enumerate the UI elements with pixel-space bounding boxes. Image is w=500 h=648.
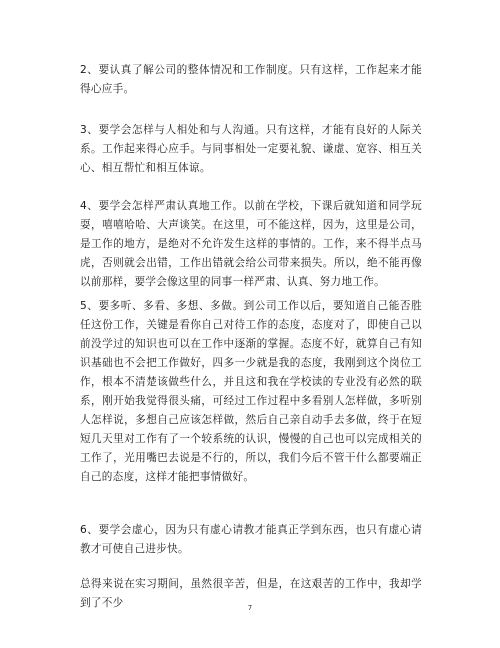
paragraph-summary: 总得来说在实习期间，虽然很辛苦，但是，在这艰苦的工作中，我却学到了不少 bbox=[80, 578, 422, 609]
page-number: 7 bbox=[247, 604, 253, 612]
paragraph-2-understand-company: 2、要认真了解公司的整体情况和工作制度。只有这样，工作起来才能得心应手。 bbox=[80, 64, 422, 95]
paragraph-3-relationships: 3、要学会怎样与人相处和与人沟通。只有这样，才能有良好的人际关系。工作起来得心应手。与同事相处一定要礼貌、谦虚、宽容、相互关心、相互帮忙和相互体谅。 bbox=[80, 124, 422, 174]
paragraph-5-listen-look-think-do: 5、要多听、多看、多想、多做。到公司工作以后，要知道自己能否胜任这份工作，关键是看你自己对待工作的态度，态度对了，即使自己以前没学过的知识也可以在工作中逐渐的掌握。态度不好，就算自己有知识基础也不会把工作做好，四多一少就是我的态度，我刚到这个岗位工作，根本不清楚该做些什么，并且这和我在学校读的专业没有必然的联系，刚开始我觉得很头痛，可经过工作过程中多看别人怎样做，多听别人怎样说，多想自己应该怎样做，然后自己亲自动手去多做，终于在短短几天里对工作有了一个较系统的认识，慢慢的自己也可以完成相关的工作了，光用嘴巴去说是不行的，所以，我们今后不管干什么都要端正自己的态度，这样才能把事情做好。 bbox=[80, 300, 422, 483]
paragraph-4-serious-work: 4、要学会怎样严肃认真地工作。以前在学校，下课后就知道和同学玩耍，嘻嘻哈哈、大声谈笑。在这里，可不能这样，因为，这里是公司，是工作的地方，是绝对不允许发生这样的事情的。工作，来不得半点马虎，否则就会出错，工作出错就会给公司带来损失。所以，绝不能再像以前那样，要学会像这里的同事一样严肃、认真、努力地工作。 bbox=[80, 200, 422, 288]
paragraph-6-modesty: 6、要学会虚心，因为只有虚心请教才能真正学到东西，也只有虚心请教才可使自己进步快。 bbox=[80, 524, 422, 555]
